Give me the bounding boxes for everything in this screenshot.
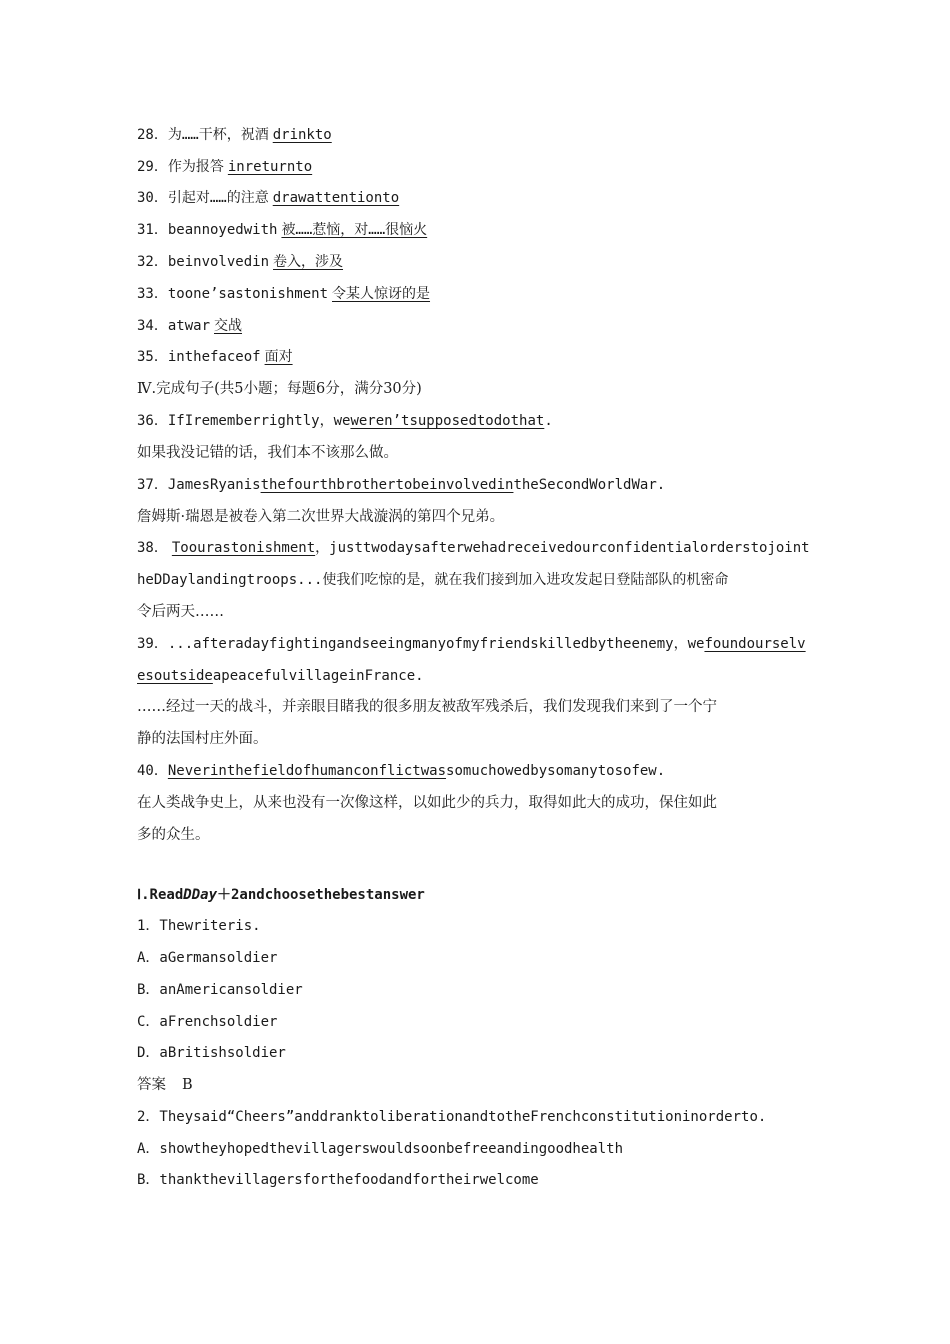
vocab-item-28 <box>137 125 827 145</box>
question-1-option-a: A．aGermansoldier <box>137 950 278 966</box>
sentence-text: . <box>544 413 553 429</box>
sentence-text: ...afteradayfightingandseeingmanyofmyfriendskilledbytheenemy，we <box>167 636 705 652</box>
item-number: 37． <box>137 477 168 493</box>
heading-text: ＋2andchoosethebestanswer <box>217 887 425 903</box>
sentence-text: somuchowedbysomanytosofew. <box>446 763 666 779</box>
item-number: 30． <box>137 190 168 206</box>
answer-fill: Toourastonishment <box>171 540 316 556</box>
answer-fill: 面对 <box>264 349 293 365</box>
sentence-text: IfIrememberrightly，we <box>167 413 351 429</box>
question-1-stem: 1．Thewriteris. <box>137 918 261 934</box>
answer-label: 答案 <box>137 1077 166 1093</box>
vocab-item-29 <box>137 157 827 177</box>
question-1-answer <box>137 1075 827 1095</box>
answer-value: B <box>182 1077 193 1093</box>
heading-text: Ⅰ.Read <box>137 887 184 903</box>
sentence-37-translation: 詹姆斯·瑞恩是被卷入第二次世界大战漩涡的第四个兄弟。 <box>137 509 505 525</box>
sentence-text: apeacefulvillageinFrance. <box>212 668 424 684</box>
section-heading-i <box>137 885 827 905</box>
answer-fill: foundourselv <box>704 636 806 652</box>
question-2-option-a: A．showtheyhopedthevillagerswouldsoonbefreeandingoodhealth <box>137 1141 624 1157</box>
vocab-item-31 <box>137 220 827 240</box>
sentence-39 <box>137 634 827 654</box>
answer-fill: drinkto <box>272 127 332 143</box>
item-number: 35． <box>137 349 168 365</box>
section-heading-iv: Ⅳ.完成句子(共5小题；每题6分，满分30分) <box>137 381 422 397</box>
answer-fill: thefourthbrothertobeinvolvedin <box>260 477 514 493</box>
sentence-40-translation: 在人类战争史上，从来也没有一次像这样，以如此少的兵力，取得如此大的成功，保住如此 <box>137 795 717 811</box>
item-number: 29． <box>137 159 168 175</box>
sentence-text: ，justtwodaysafterwehadreceivedourconfidentialorderstojoint <box>315 540 810 556</box>
item-prompt: atwar <box>167 318 211 334</box>
item-number: 28． <box>137 127 168 143</box>
sentence-38-line3: 令后两天…… <box>137 604 224 620</box>
vocab-item-33 <box>137 284 827 304</box>
question-2-option-b: B．thankthevillagersforthefoodandfortheirwelcome <box>137 1172 539 1188</box>
sentence-36 <box>137 411 827 431</box>
answer-fill: 交战 <box>214 318 243 334</box>
sentence-text: JamesRyanis <box>167 477 261 493</box>
item-number: 36． <box>137 413 168 429</box>
question-1-option-c: C．aFrenchsoldier <box>137 1014 278 1030</box>
item-number: 33． <box>137 286 168 302</box>
item-prompt: inthefaceof <box>167 349 261 365</box>
sentence-38 <box>137 538 827 558</box>
answer-fill: drawattentionto <box>272 190 400 206</box>
vocab-item-35 <box>137 347 827 367</box>
vocab-item-30 <box>137 188 827 208</box>
item-number: 40． <box>137 763 168 779</box>
question-1-option-b: B．anAmericansoldier <box>137 982 303 998</box>
sentence-text: theSecondWorldWar. <box>513 477 666 493</box>
item-number: 34． <box>137 318 168 334</box>
vocab-item-34 <box>137 316 827 336</box>
item-prompt: 引起对……的注意 <box>167 190 269 206</box>
answer-fill: 卷入，涉及 <box>273 254 344 270</box>
item-prompt: 作为报答 <box>167 159 224 175</box>
item-number: 31． <box>137 222 168 238</box>
answer-fill: Neverinthefieldofhumanconflictwas <box>167 763 447 779</box>
sentence-39-line2 <box>137 666 827 686</box>
answer-fill: esoutside <box>137 668 213 684</box>
answer-fill: inreturnto <box>227 159 313 175</box>
sentence-40-translation-2: 多的众生。 <box>137 827 210 843</box>
sentence-38-line2: heDDaylandingtroops...使我们吃惊的是，就在我们接到加入进攻发起日登陆部队的机密命 <box>137 572 729 588</box>
item-number: 39． <box>137 636 168 652</box>
item-prompt: 为……干杯，祝酒 <box>167 127 269 143</box>
item-prompt: toone’sastonishment <box>167 286 329 302</box>
question-1-option-d: D．aBritishsoldier <box>137 1045 286 1061</box>
answer-fill: 令某人惊讶的是 <box>332 286 431 302</box>
item-number: 32． <box>137 254 168 270</box>
item-prompt: beinvolvedin <box>167 254 270 270</box>
item-prompt: beannoyedwith <box>167 222 278 238</box>
sentence-39-translation: ……经过一天的战斗，并亲眼目睹我的很多朋友被敌军残杀后，我们发现我们来到了一个宁 <box>137 699 717 715</box>
sentence-37 <box>137 475 827 495</box>
answer-fill: 被……惹恼，对……很恼火 <box>281 222 428 238</box>
item-number: 38． <box>137 540 168 556</box>
sentence-40 <box>137 761 827 781</box>
sentence-36-translation: 如果我没记错的话，我们本不该那么做。 <box>137 445 398 461</box>
answer-fill: weren’tsupposedtodothat <box>350 413 545 429</box>
heading-italic: DDay <box>183 887 217 903</box>
sentence-39-translation-2: 静的法国村庄外面。 <box>137 731 268 747</box>
question-2-stem: 2．Theysaid“Cheers”anddranktoliberationandtotheFrenchconstitutioninorderto. <box>137 1109 767 1125</box>
vocab-item-32 <box>137 252 827 272</box>
